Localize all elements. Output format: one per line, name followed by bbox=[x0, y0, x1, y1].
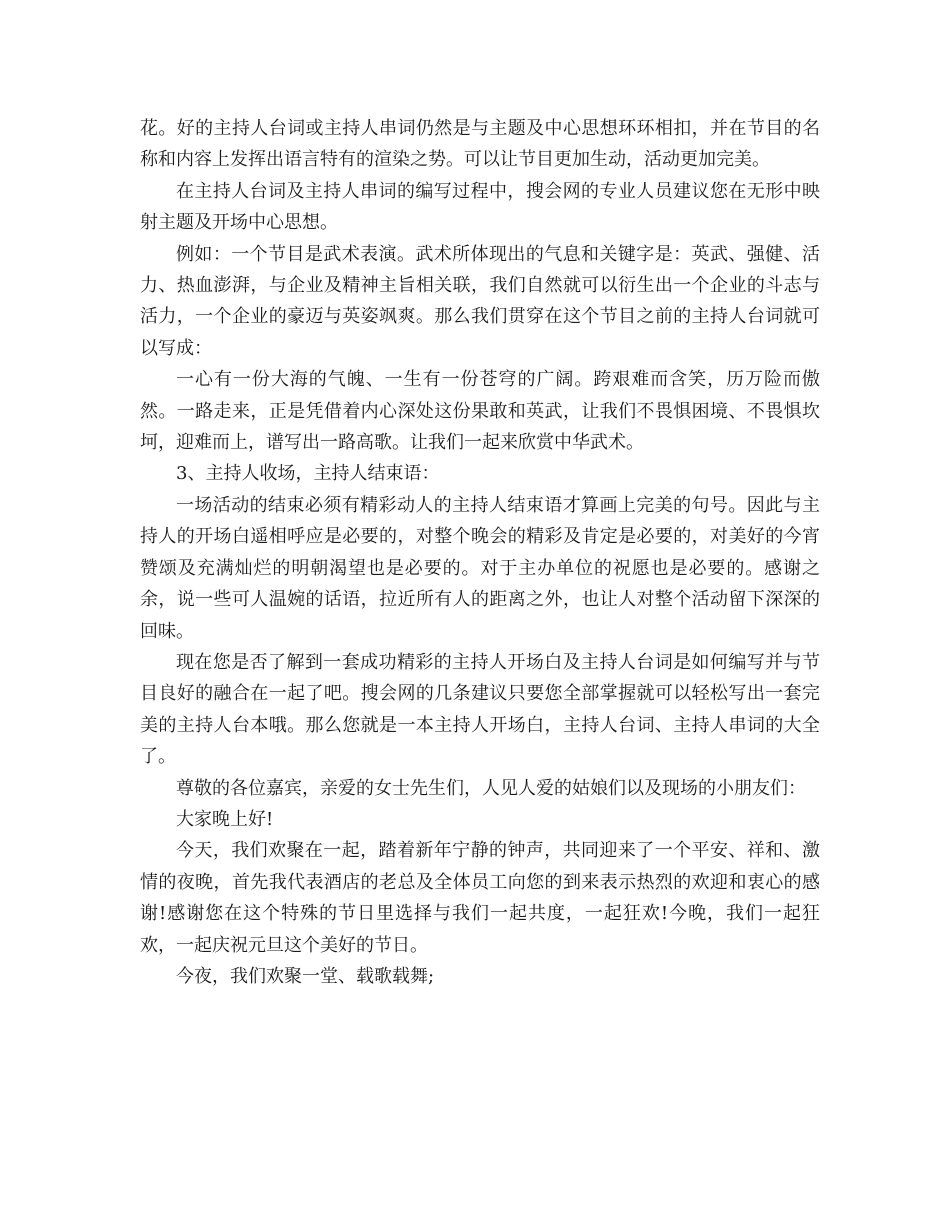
greeting-evening: 大家晚上好! bbox=[176, 808, 274, 830]
paragraph-6: 一场活动的结束必须有精彩动人的主持人结束语才算画上完美的句号。因此与主持人的开场白遥相呼应是必要的，对整个晚会的精彩及肯定是必要的，对美好的今宵赞颂及充满灿烂的明朝渴望也是必要的。对于主办单位的祝愿也是必要的。感谢之余，说一些可人温婉的话语，拉近所有人的距离之外，也让人对整个活动留下深深的回味。 bbox=[140, 494, 820, 642]
paragraph-1: 花。好的主持人台词或主持人串词仍然是与主题及中心思想环环相扣，并在节目的名称和内容上发挥出语言特有的渲染之势。可以让节目更加生动，活动更加完美。 bbox=[140, 118, 820, 171]
paragraph-11: 今夜，我们欢聚一堂、载歌载舞; bbox=[176, 965, 435, 987]
paragraph-10: 今天，我们欢聚在一起，踏着新年宁静的钟声，共同迎来了一个平安、祥和、激情的夜晚，首先我代表酒店的老总及全体员工向您的到来表示热烈的欢迎和衷心的感谢!感谢您在这个特殊的节日里选择与我们一起共度，一起狂欢!今晚，我们一起狂欢，一起庆祝元旦这个美好的节日。 bbox=[140, 840, 820, 956]
section-heading: 3、主持人收场，主持人结束语： bbox=[176, 463, 440, 485]
paragraph-2: 在主持人台词及主持人串词的编写过程中，搜会网的专业人员建议您在无形中映射主题及开场中心思想。 bbox=[140, 180, 820, 234]
document-body bbox=[140, 113, 820, 992]
paragraph-7: 现在您是否了解到一套成功精彩的主持人开场白及主持人台词是如何编写并与节目良好的融合在一起了吧。搜会网的几条建议只要您全部掌握就可以轻松写出一套完美的主持人台本哦。那么您就是一本主持人开场白，主持人台词、主持人串词的大全了。 bbox=[140, 651, 820, 768]
greeting-line: 尊敬的各位嘉宾，亲爱的女士先生们，人见人爱的姑娘们以及现场的小朋友们： bbox=[176, 777, 806, 799]
paragraph-3: 例如：一个节目是武术表演。武术所体现出的气息和关键字是：英武、强健、活力、热血澎湃，与企业及精神主旨相关联，我们自然就可以衍生出一个企业的斗志与活力，一个企业的豪迈与英姿飒爽。那么我们贯穿在这个节目之前的主持人台词就可以写成： bbox=[140, 243, 820, 359]
paragraph-4: 一心有一份大海的气魄、一生有一份苍穹的广阔。跨艰难而含笑，历万险而傲然。一路走来，正是凭借着内心深处这份果敢和英武，让我们不畏惧困境、不畏惧坎坷，迎难而上，谱写出一路高歌。让我们一起来欣赏中华武术。 bbox=[140, 369, 820, 454]
